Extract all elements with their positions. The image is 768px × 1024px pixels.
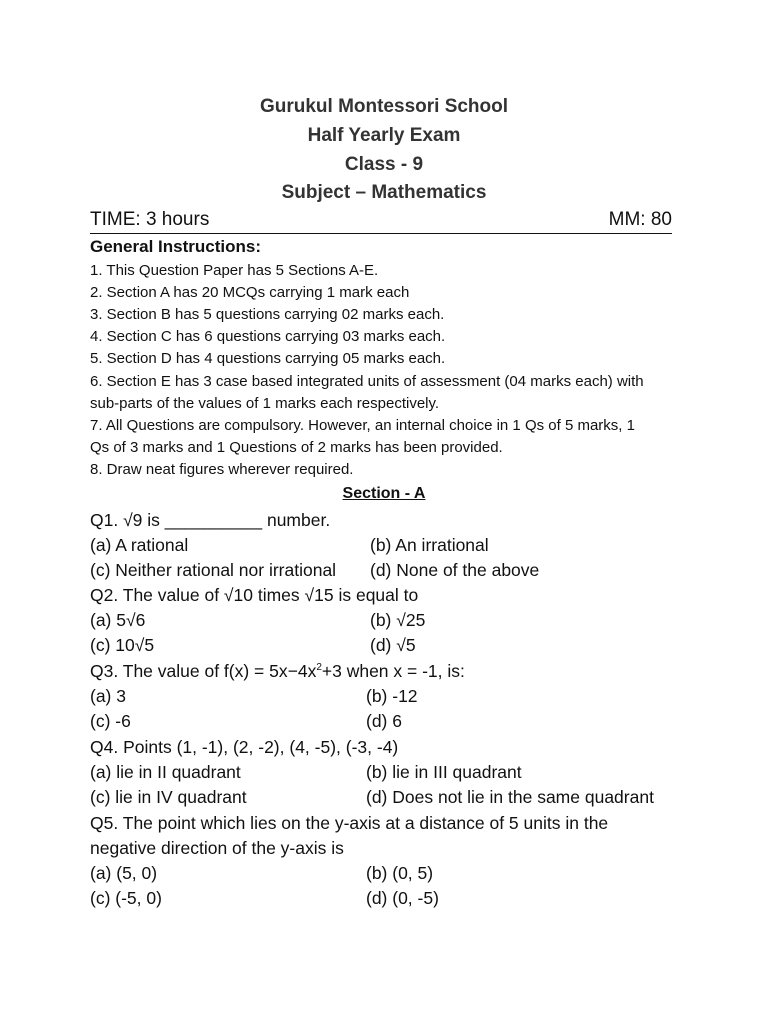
q3-option-b: (b) -12: [366, 686, 418, 706]
q3-exponent: 2: [316, 662, 322, 674]
q5-option-b: (b) (0, 5): [366, 863, 434, 883]
class-label: Class - 9: [344, 154, 424, 175]
instruction-line: sub-parts of the values of 1 marks each respectively.: [90, 395, 440, 412]
q4-option-c: (c) lie in IV quadrant: [90, 787, 247, 807]
q4-option-a: (a) lie in II quadrant: [90, 762, 241, 782]
instruction-line: Qs of 3 marks and 1 Questions of 2 marks has been provided.: [90, 439, 503, 456]
q3-text-post: +3 when x = -1, is:: [321, 661, 465, 681]
instruction-line: 3. Section B has 5 questions carrying 02 marks each.: [90, 306, 445, 323]
q2-option-d: (d) √5: [370, 635, 416, 655]
time-label: TIME: 3 hours: [90, 209, 210, 230]
q3-option-a: (a) 3: [90, 686, 126, 706]
instructions-title: General Instructions:: [90, 237, 261, 256]
q1-option-d: (d) None of the above: [370, 560, 540, 580]
q1-option-a: (a) A rational: [90, 535, 189, 555]
question-5-line-2: negative direction of the y-axis is: [90, 838, 344, 858]
instruction-line: 5. Section D has 4 questions carrying 05 marks each.: [90, 350, 446, 367]
instruction-line: 7. All Questions are compulsory. However, an internal choice in 1 Qs of 5 marks, 1: [90, 417, 635, 434]
q2-option-a: (a) 5√6: [90, 610, 146, 630]
time-marks-row: [90, 209, 672, 234]
q3-text-pre: Q3. The value of f(x) = 5x−4x: [90, 661, 317, 681]
question-1: Q1. √9 is __________ number.: [90, 510, 331, 530]
q3-option-c: (c) -6: [90, 711, 131, 731]
question-2: Q2. The value of √10 times √15 is equal to: [90, 585, 419, 605]
q2-option-b: (b) √25: [370, 610, 426, 630]
instruction-line: 8. Draw neat figures wherever required.: [90, 461, 354, 478]
section-a-title-text: Section - A: [342, 485, 426, 502]
section-a-title: [0, 485, 768, 503]
instruction-line: 4. Section C has 6 questions carrying 03 marks each.: [90, 328, 446, 345]
instruction-line: 1. This Question Paper has 5 Sections A-E.: [90, 262, 379, 279]
max-marks-label: MM: 80: [608, 209, 672, 230]
instruction-line: 2. Section A has 20 MCQs carrying 1 mark each: [90, 284, 410, 301]
subject-label: Subject – Mathematics: [281, 182, 487, 203]
q1-option-c: (c) Neither rational nor irrational: [90, 560, 337, 580]
q5-option-c: (c) (-5, 0): [90, 888, 162, 908]
exam-name: Half Yearly Exam: [307, 125, 461, 146]
question-5-line-1: Q5. The point which lies on the y-axis at a distance of 5 units in the: [90, 813, 609, 833]
q4-option-d: (d) Does not lie in the same quadrant: [366, 787, 654, 807]
q4-option-b: (b) lie in III quadrant: [366, 762, 522, 782]
q5-option-a: (a) (5, 0): [90, 863, 158, 883]
school-name: Gurukul Montessori School: [259, 96, 509, 117]
q3-option-d: (d) 6: [366, 711, 402, 731]
instruction-line: 6. Section E has 3 case based integrated units of assessment (04 marks each) with: [90, 373, 644, 390]
question-3: [90, 661, 465, 682]
q5-option-d: (d) (0, -5): [366, 888, 439, 908]
question-4: Q4. Points (1, -1), (2, -2), (4, -5), (-3, -4): [90, 737, 399, 757]
q1-option-b: (b) An irrational: [370, 535, 489, 555]
q2-option-c: (c) 10√5: [90, 635, 155, 655]
